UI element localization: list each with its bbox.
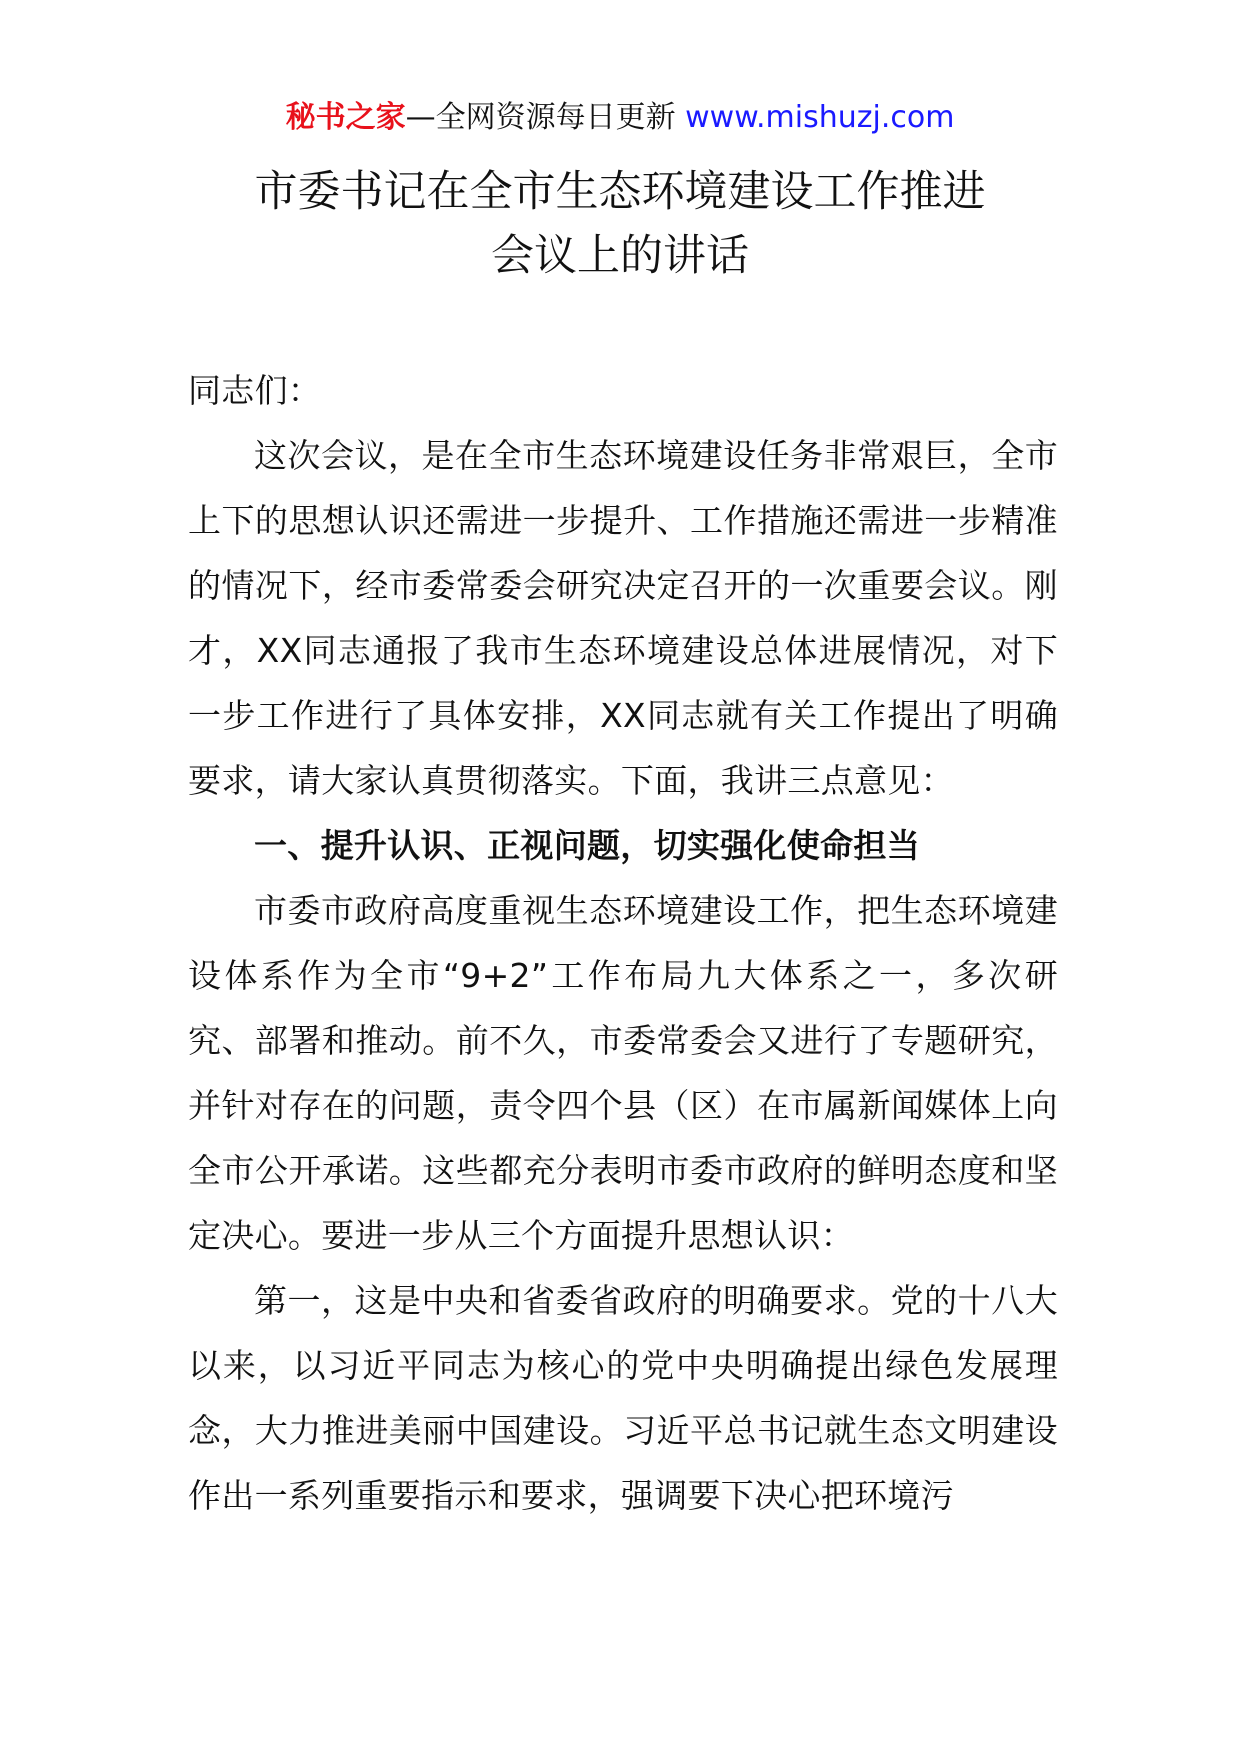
document-title-line-1: 市委书记在全市生态环境建设工作推进 xyxy=(254,167,986,217)
salutation: 同志们： xyxy=(188,371,322,410)
brand-name: 秘书之家 xyxy=(285,100,406,135)
paragraph-intro: 这次会议，是在全市生态环境建设任务非常艰巨，全市上下的思想认识还需进一步提升、工作措施还需进一步精准的情况下，经市委常委会研究决定召开的一次重要会议。刚才，XX同志通报了我市生态环境建设总体进展情况，对下一步工作进行了具体安排，XX同志就有关工作提出了明确要求，请大家认真贯彻落实。下面，我讲三点意见： xyxy=(188,436,1058,800)
site-url-link[interactable]: www.mishuzj.com xyxy=(685,100,955,135)
paragraph-2: 市委市政府高度重视生态环境建设工作，把生态环境建设体系作为全市“9+2”工作布局九大体系之一，多次研究、部署和推动。前不久，市委常委会又进行了专题研究，并针对存在的问题，责令四个县（区）在市属新闻媒体上向全市公开承诺。这些都充分表明市委市政府的鲜明态度和坚定决心。要进一步从三个方面提升思想认识： xyxy=(188,891,1058,1255)
paragraph-3: 第一，这是中央和省委省政府的明确要求。党的十八大以来，以习近平同志为核心的党中央明确提出绿色发展理念，大力推进美丽中国建设。习近平总书记就生态文明建设作出一系列重要指示和要求，强调要下决心把环境污 xyxy=(188,1281,1058,1515)
document-title-line-2: 会议上的讲话 xyxy=(491,231,749,281)
section-heading-1: 一、提升认识、正视问题，切实强化使命担当 xyxy=(254,826,920,865)
header-tagline: —全网资源每日更新 xyxy=(405,100,676,135)
site-header xyxy=(0,98,1240,138)
document-body xyxy=(188,358,1058,1528)
